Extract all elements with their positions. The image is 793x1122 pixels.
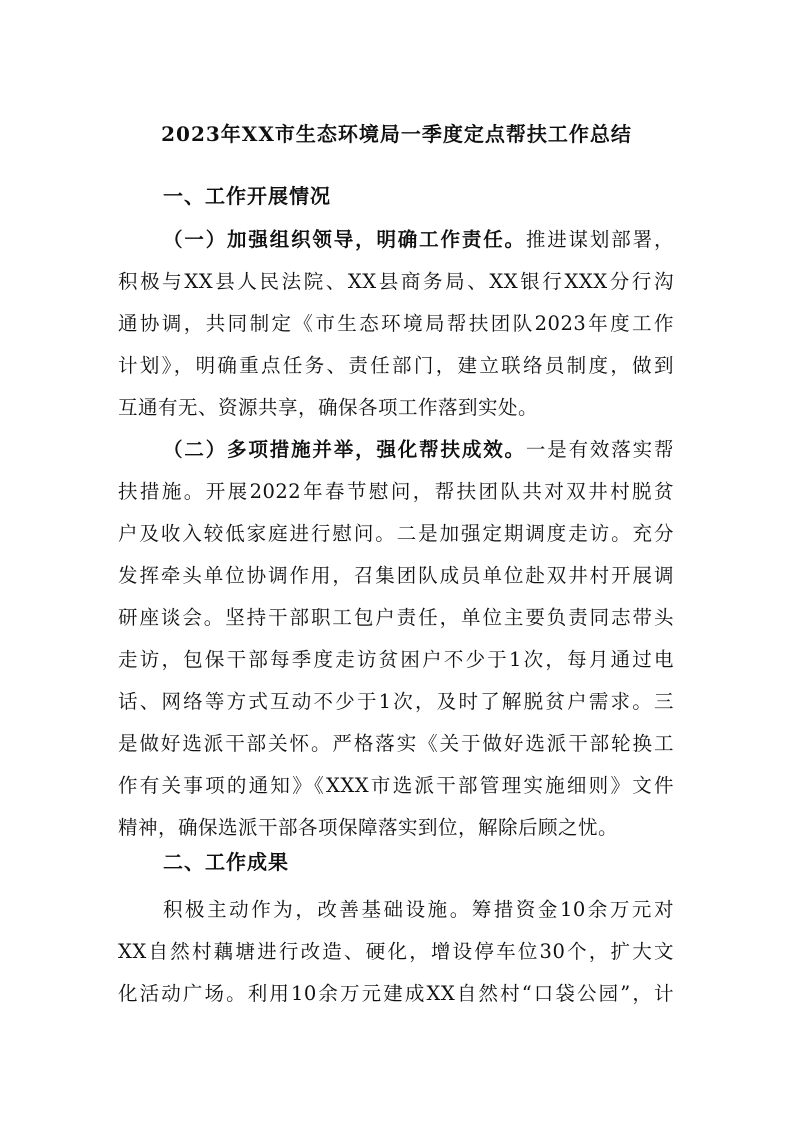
paragraph-bold-lead: （二）多项措施并举，强化帮扶成效。 <box>163 438 526 461</box>
paragraph-line: 精神，确保选派干部各项保障落实到位，解除后顾之忧。 <box>118 816 619 839</box>
section-heading-work-progress: 一、工作开展情况 <box>163 184 331 208</box>
paragraph-line: 话、网络等方式互动不少于1次，及时了解脱贫户需求。三 <box>118 690 674 713</box>
paragraph-line: 积极主动作为，改善基础设施。筹措资金10余万元对 <box>163 898 674 921</box>
paragraph-line: 作有关事项的通知》《XXX市选派干部管理实施细则》文件 <box>118 774 674 797</box>
paragraph-line: 户及收入较低家庭进行慰问。二是加强定期调度走访。充分 <box>118 522 674 545</box>
paragraph-line: 走访，包保干部每季度走访贫困户不少于1次，每月通过电 <box>118 648 674 671</box>
paragraph-line: 化活动广场。利用10余万元建成XX自然村“口袋公园”，计 <box>118 982 674 1005</box>
paragraph-bold-lead: （一）加强组织领导，明确工作责任。 <box>163 228 526 251</box>
paragraph-line: （一）加强组织领导，明确工作责任。推进谋划部署， <box>163 228 674 251</box>
paragraph-line: 计划》，明确重点任务、责任部门，建立联络员制度，做到 <box>118 354 674 377</box>
paragraph-line: 积极与XX县人民法院、XX县商务局、XX银行XXX分行沟 <box>118 270 674 293</box>
paragraph-line: （二）多项措施并举，强化帮扶成效。一是有效落实帮 <box>163 438 674 461</box>
paragraph-line: XX自然村藕塘进行改造、硬化，增设停车位30个，扩大文 <box>118 940 674 963</box>
paragraph-line: 扶措施。开展2022年春节慰问，帮扶团队共对双井村脱贫 <box>118 480 674 503</box>
paragraph-line: 是做好选派干部关怀。严格落实《关于做好选派干部轮换工 <box>118 732 674 755</box>
paragraph-line: 互通有无、资源共享，确保各项工作落到实处。 <box>118 396 539 419</box>
paragraph-line: 发挥牵头单位协调作用，召集团队成员单位赴双井村开展调 <box>118 564 674 587</box>
paragraph-line: 研座谈会。坚持干部职工包户责任，单位主要负责同志带头 <box>118 606 674 629</box>
paragraph-line: 通协调，共同制定《市生态环境局帮扶团队2023年度工作 <box>118 312 674 335</box>
section-heading-work-results: 二、工作成果 <box>163 850 289 874</box>
document-title: 2023年XX市生态环境局一季度定点帮扶工作总结 <box>161 122 632 146</box>
